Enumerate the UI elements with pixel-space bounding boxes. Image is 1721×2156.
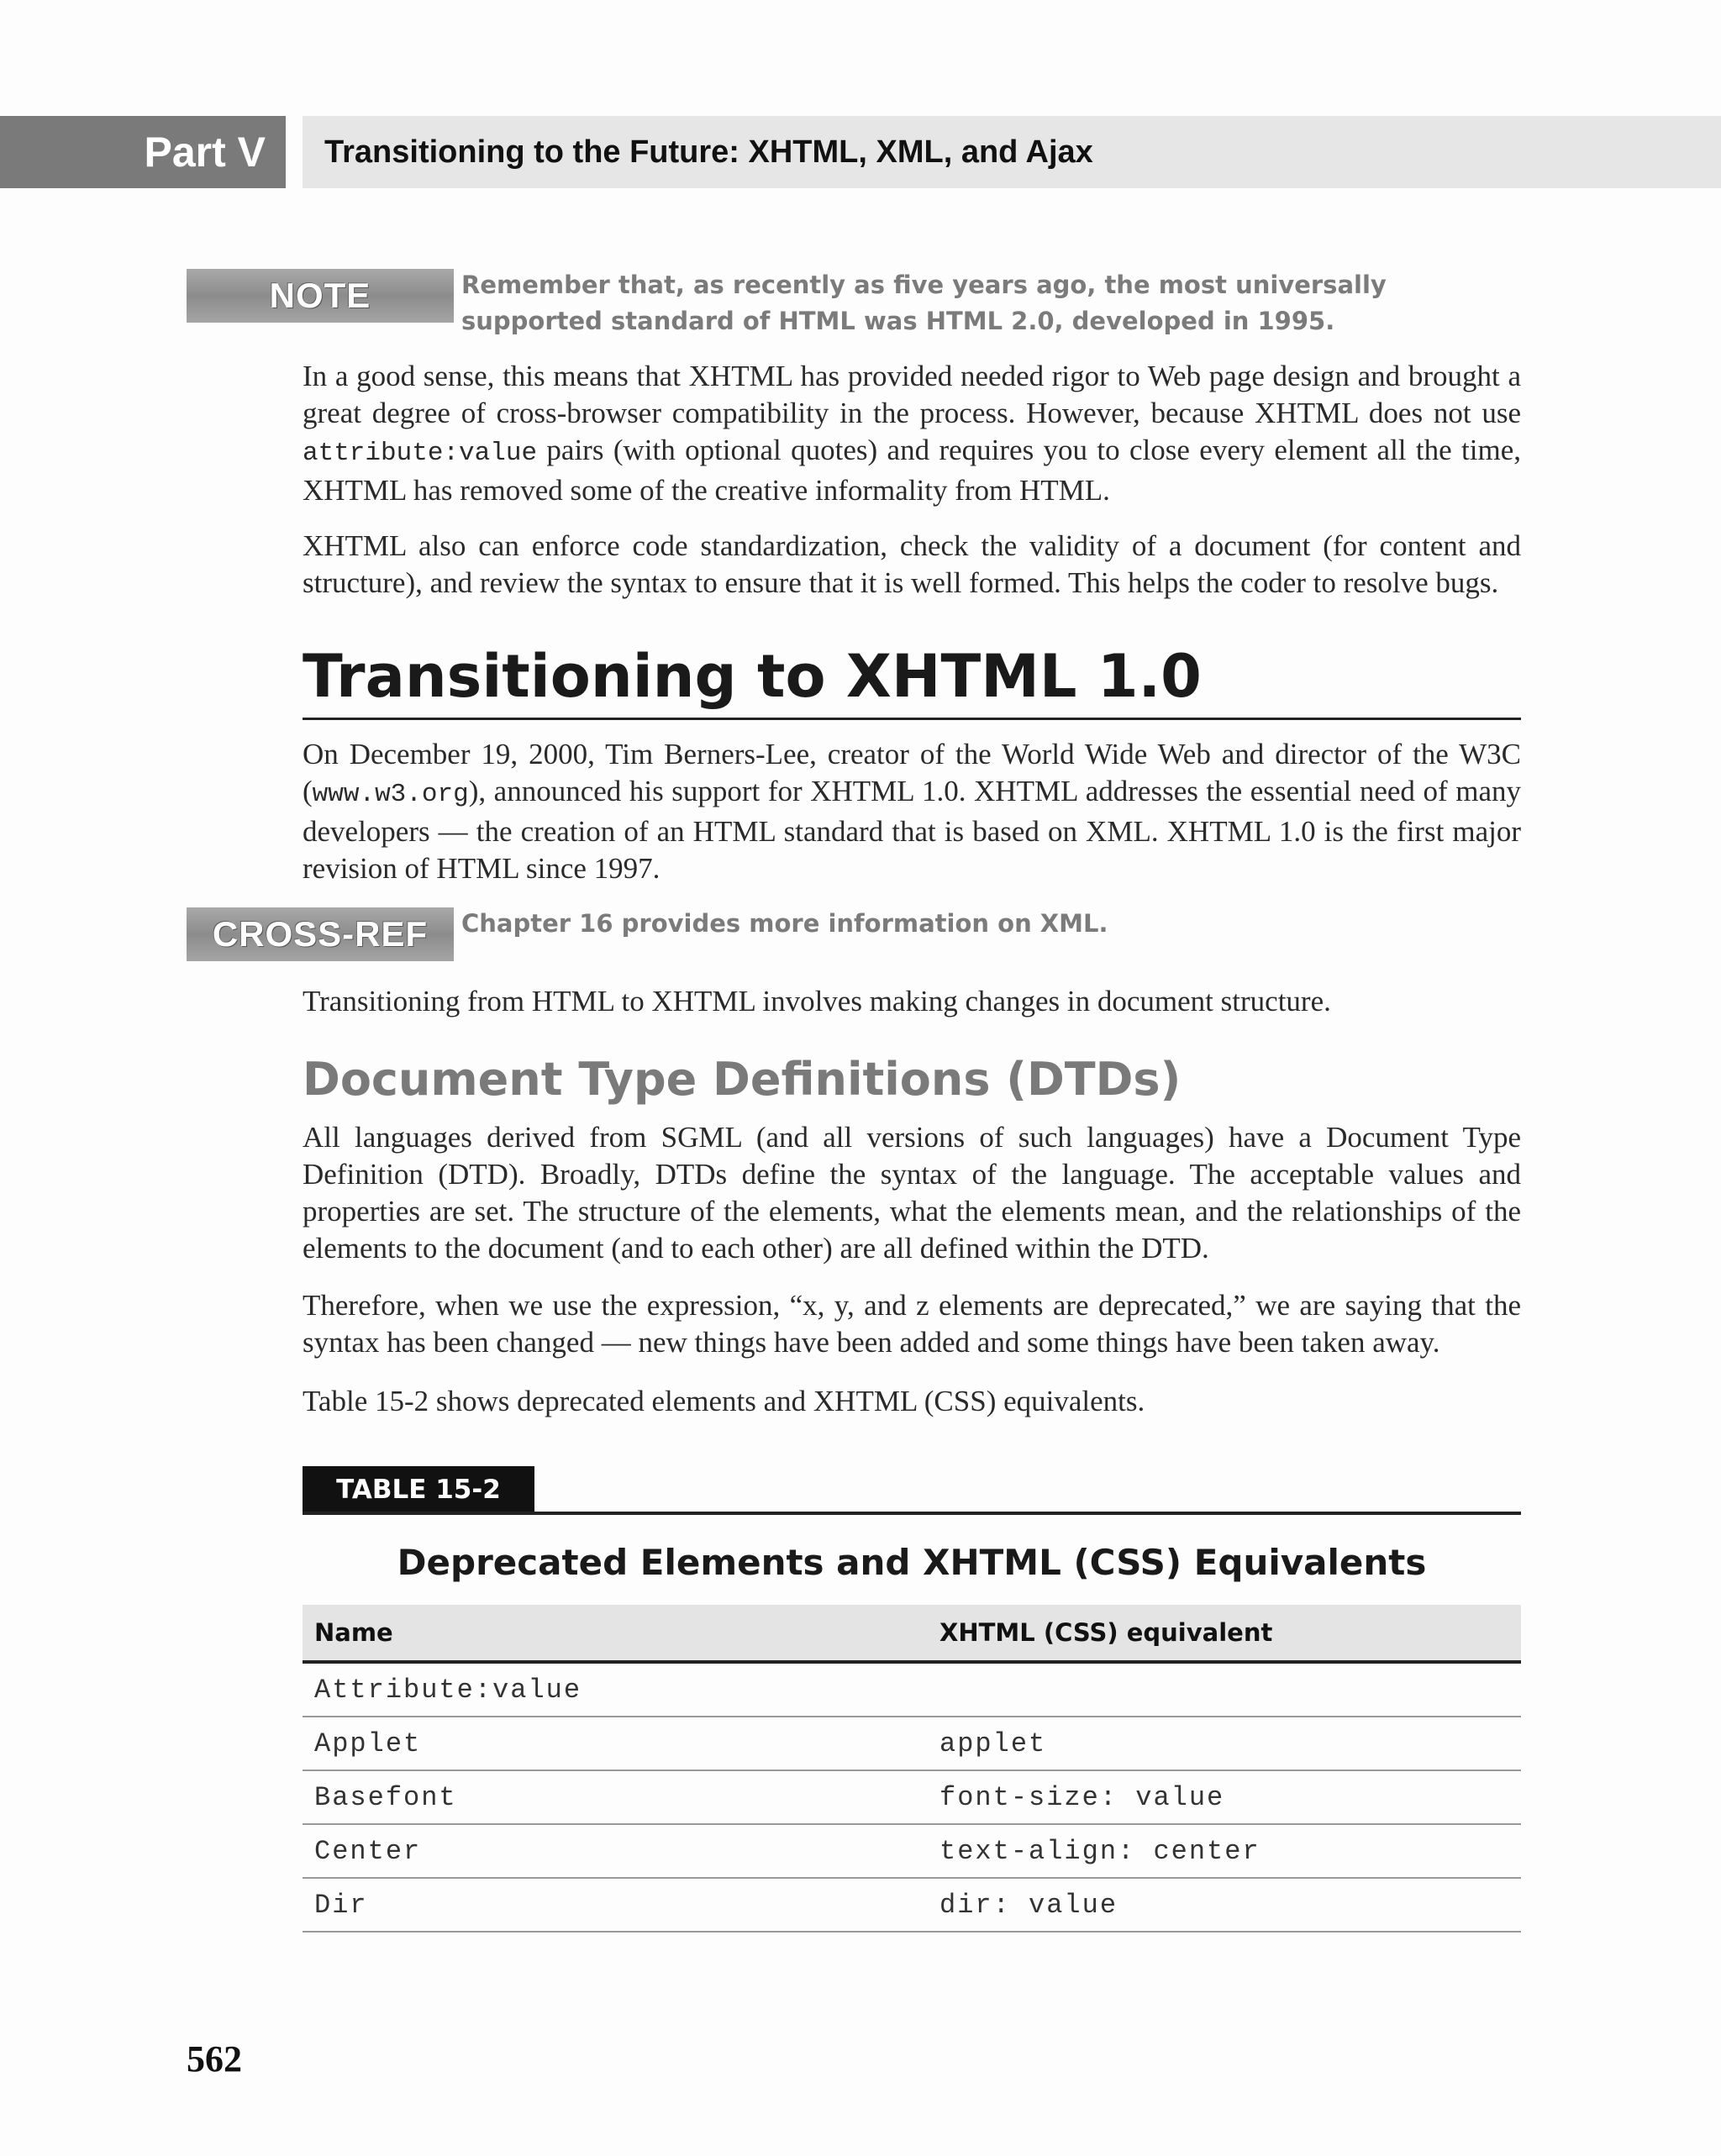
cell-name: Center — [303, 1824, 928, 1878]
section-heading-xhtml: Transitioning to XHTML 1.0 — [303, 639, 1521, 720]
note-text: Remember that, as recently as five years ago, the most universally supported standard of HTML was HTML 2.0, developed in 1995. — [461, 271, 1387, 335]
table-caption: Deprecated Elements and XHTML (CSS) Equivalents — [397, 1542, 1427, 1583]
subsection-heading-dtd: Document Type Definitions (DTDs) — [303, 1053, 1182, 1106]
column-header-name: Name — [303, 1605, 928, 1662]
paragraph-rigor-start: In a good sense, this means that XHTML has provided needed rigor to Web page design and brought a great degree of cross-browser compatibility in the process. However, because XHTML does not use — [303, 360, 1521, 429]
paragraph-rigor-end: pairs (with optional quotes) and requires you to close every element all the time, XHTML has removed some of the creative informality from HTML. — [303, 434, 1521, 507]
paragraph-table-intro: Table 15-2 shows deprecated elements and XHTML (CSS) equivalents. — [303, 1385, 1145, 1417]
paragraph-transitioning: Transitioning from HTML to XHTML involves making changes in document structure. — [303, 985, 1331, 1018]
cell-name: Attribute:value — [303, 1662, 928, 1717]
table-rule — [303, 1512, 1521, 1515]
cell-equivalent — [928, 1662, 1521, 1717]
paragraph-standardization: XHTML also can enforce code standardization, check the validity of a document (for content and structure), and review the syntax to ensure that it is well formed. This helps the coder to resolve bugs. — [303, 529, 1521, 599]
part-label: Part V — [0, 116, 286, 188]
cell-name: Applet — [303, 1717, 928, 1770]
cell-name: Basefont — [303, 1770, 928, 1824]
cell-equivalent: applet — [928, 1717, 1521, 1770]
w3c-url: www.w3.org — [312, 780, 469, 809]
crossref-label: CROSS-REF — [187, 907, 454, 961]
paragraph-berners-lee-start: On December 19, 2000, Tim Berners-Lee, creator of the World Wide Web and director of the W3C ( — [303, 738, 1521, 807]
cell-equivalent: dir: value — [928, 1878, 1521, 1932]
table-tag: TABLE 15-2 — [303, 1466, 534, 1513]
column-header-equivalent: XHTML (CSS) equivalent — [928, 1605, 1521, 1662]
paragraph-rigor — [303, 358, 1521, 509]
paragraph-berners-lee — [303, 736, 1521, 887]
table-row — [303, 1878, 1521, 1932]
table-header-row — [303, 1605, 1521, 1662]
paragraph-berners-lee-end: ), announced his support for XHTML 1.0. XHTML addresses the essential need of many developers — the creation of an HTML standard that is based on XML. XHTML 1.0 is the first major revision of HTML since 1997. — [303, 775, 1521, 885]
table-row — [303, 1662, 1521, 1717]
paragraph-deprecated: Therefore, when we use the expression, “x, y, and z elements are deprecated,” we are saying that the syntax has been changed — new things have been added and some things have been taken away. — [303, 1289, 1521, 1359]
attribute-value-code: attribute:value — [303, 439, 538, 468]
cell-name: Dir — [303, 1878, 928, 1932]
note-label: NOTE — [187, 269, 454, 323]
crossref-text: Chapter 16 provides more information on XML. — [461, 909, 1108, 938]
page-number: 562 — [187, 2038, 242, 2080]
table-row — [303, 1717, 1521, 1770]
table-row — [303, 1824, 1521, 1878]
table-row — [303, 1770, 1521, 1824]
cell-equivalent: font-size: value — [928, 1770, 1521, 1824]
chapter-title: Transitioning to the Future: XHTML, XML, and Ajax — [303, 116, 1721, 188]
cell-equivalent: text-align: center — [928, 1824, 1521, 1878]
paragraph-sgml: All languages derived from SGML (and all versions of such languages) have a Document Type Definition (DTD). Broadly, DTDs define the syntax of the language. The acceptable values and properties are set. The structure of the elements, what the elements mean, and the relationships of the elements to the document (and to each other) are all defined within the DTD. — [303, 1121, 1521, 1265]
deprecated-elements-table — [303, 1605, 1521, 1933]
